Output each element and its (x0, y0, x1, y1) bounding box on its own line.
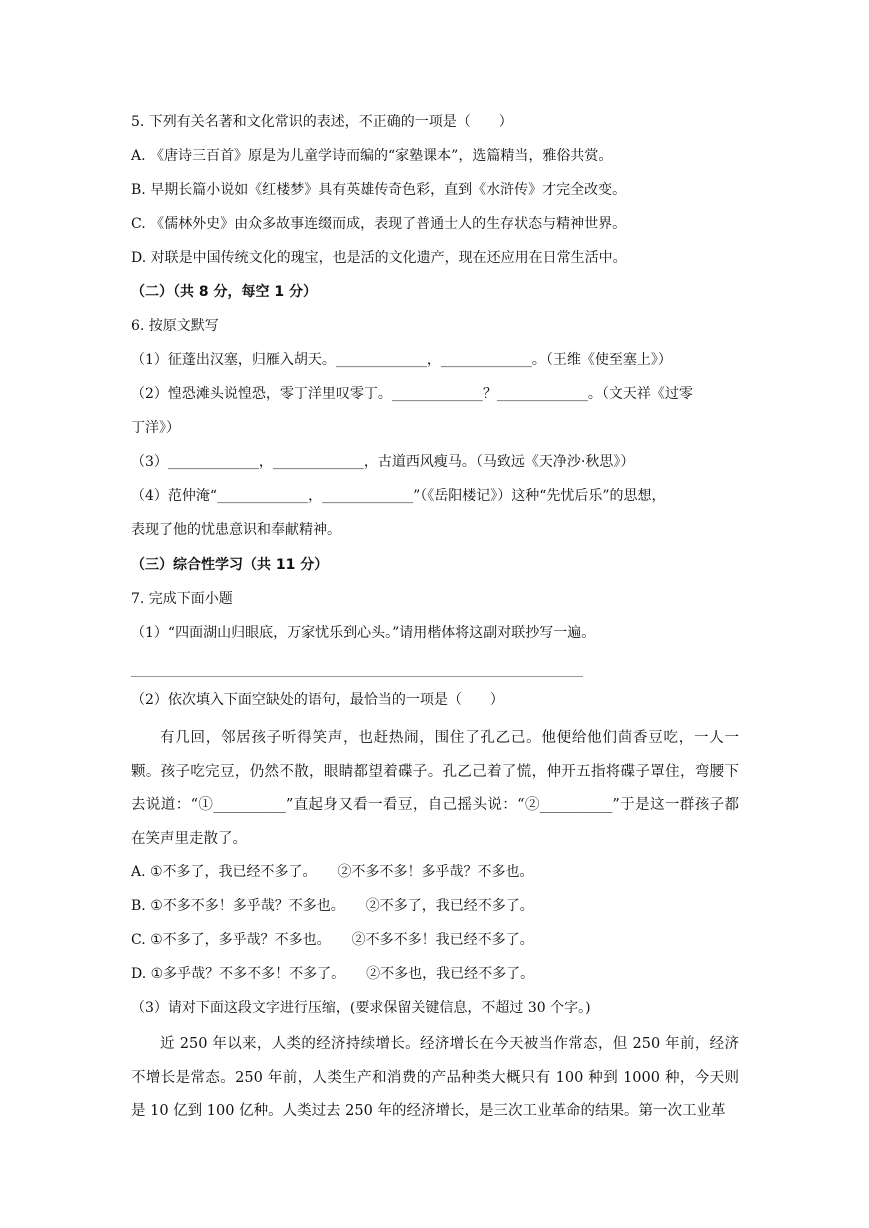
passage-economy: 近 250 年以来，人类的经济持续增长。经济增长在今天被当作常态，但 250 年前，经济不增长是常态。250 年前，人类生产和消费的产品种类大概只有 100 种到 1000 种，今天则是 10 亿到 100 亿种。人类过去 250 年的经济增长，是三次工业革命的结果。第一次工业革 (131, 1036, 739, 1119)
q5-option-c: C. 《儒林外史》由众多故事连缀而成，表现了普通士人的生存状态与精神世界。 (131, 216, 627, 232)
q7-option-b: B. ①不多不多！多乎哉？不多也。 ②不多了，我已经不多了。 (131, 898, 534, 914)
q5-option-a: A. 《唐诗三百首》原是为儿童学诗而编的“家塾课本”，选篇精当，雅俗共赏。 (131, 148, 613, 164)
q7-part-3: （3）请对下面这段文字进行压缩，(要求保留关键信息，不超过 30 个字。) (131, 1000, 591, 1016)
answer-line (131, 676, 583, 677)
q6-item-4-cont: 表现了他的忧患意识和奉献精神。 (131, 522, 341, 538)
q6-item-2: （2）惶恐滩头说惶恐，零丁洋里叹零丁。_____________？_____________。（文天祥《过零 (131, 386, 693, 402)
q7-part-2: （2）依次填入下面空缺处的语句，最恰当的一项是（ ） (131, 692, 504, 708)
q6-item-3: （3）_____________，_____________，古道西风瘦马。（马致远《天净沙·秋思》） (131, 454, 635, 470)
q7-option-c: C. ①不多了，多乎哉？不多也。 ②不多不多！我已经不多了。 (131, 932, 534, 948)
q6-item-2-cont: 丁洋》） (131, 420, 180, 436)
q6-item-4: （4）范仲淹“_____________，_____________”（《岳阳楼记》）这种“先忧后乐”的思想， (131, 488, 666, 504)
passage-kong-yiji: 有几回，邻居孩子听得笑声，也赶热闹，围住了孔乙己。他便给他们茴香豆吃，一人一颗。孩子吃完豆，仍然不散，眼睛都望着碟子。孔乙己着了慌，伸开五指将碟子罩住，弯腰下去说道：“①__________”直起身又看一看豆，自己摇头说：“②__________”于是这一群孩子都在笑声里走散了。 (131, 730, 739, 847)
q6-stem: 6. 按原文默写 (131, 318, 219, 334)
q7-option-d: D. ①多乎哉？不多不多！不多了。 ②不多也，我已经不多了。 (131, 966, 535, 982)
section-2-heading: （二）（共 8 分，每空 1 分） (131, 284, 317, 300)
q5-stem: 5. 下列有关名著和文化常识的表述，不正确的一项是（ ） (131, 114, 513, 130)
q7-stem: 7. 完成下面小题 (131, 591, 233, 607)
q7-option-a: A. ①不多了，我已经不多了。 ②不多不多！多乎哉？不多也。 (131, 864, 534, 880)
q6-item-1: （1）征蓬出汉塞，归雁入胡天。_____________，_____________。（王维《使至塞上》） (131, 352, 672, 368)
q5-option-b: B. 早期长篇小说如《红楼梦》具有英雄传奇色彩，直到《水浒传》才完全改变。 (131, 182, 627, 198)
section-3-heading: （三）综合性学习（共 11 分） (131, 557, 329, 573)
q7-part-1: （1）“四面湖山归眼底，万家忧乐到心头。”请用楷体将这副对联抄写一遍。 (131, 625, 596, 641)
q5-option-d: D. 对联是中国传统文化的瑰宝，也是活的文化遗产，现在还应用在日常生活中。 (131, 250, 627, 266)
